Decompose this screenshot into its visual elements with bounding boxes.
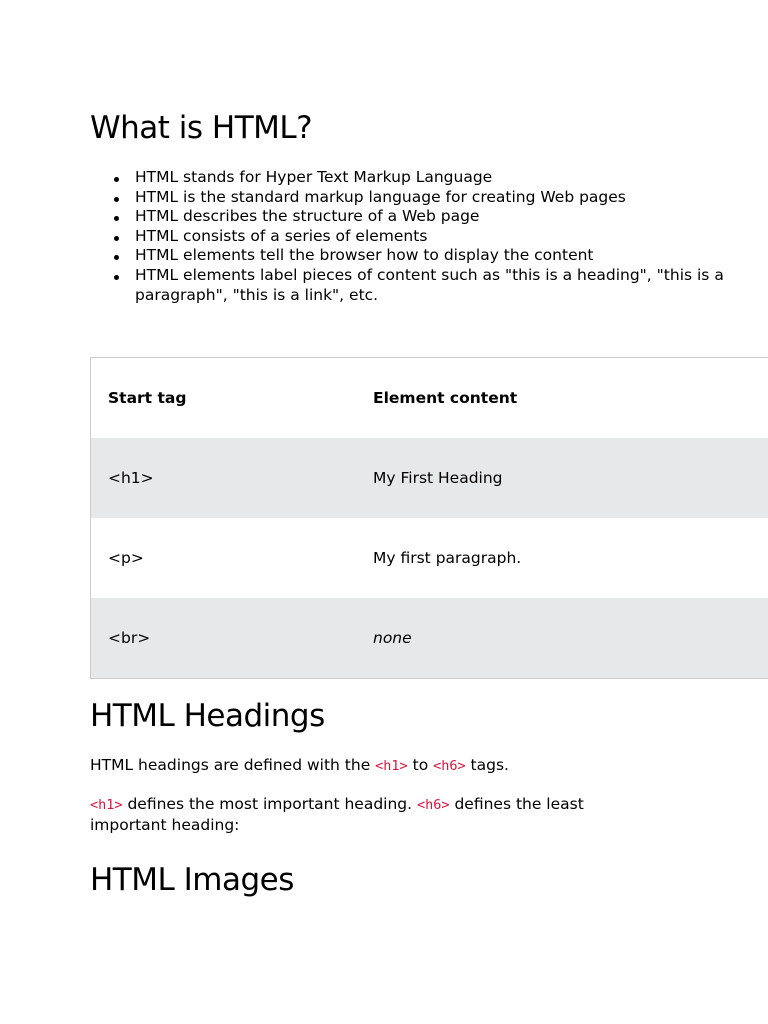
intro-list: [90, 168, 725, 305]
table-cell-content: My first paragraph.: [373, 549, 522, 567]
table-row: [91, 438, 768, 518]
list-item: HTML describes the structure of a Web page: [135, 207, 725, 227]
page-title: What is HTML?: [90, 110, 313, 146]
paragraph-text: defines the least important heading:: [90, 795, 584, 834]
table-cell-content: none: [373, 629, 412, 647]
inline-code: <h6>: [433, 758, 466, 774]
paragraph-text: tags.: [465, 756, 509, 774]
inline-code: <h1>: [90, 797, 123, 813]
table-row: [91, 518, 768, 598]
list-item: HTML is the standard markup language for creating Web pages: [135, 188, 725, 208]
tag-table: [90, 357, 768, 679]
list-item: HTML elements tell the browser how to display the content: [135, 246, 725, 266]
list-item: HTML elements label pieces of content such as "this is a heading", "this is a paragraph", "this is a link", etc.: [135, 265, 724, 304]
section-heading-headings: HTML Headings: [90, 698, 325, 734]
inline-code: <h6>: [417, 797, 450, 813]
headings-importance-paragraph: [90, 795, 650, 835]
table-header-row: [91, 358, 768, 439]
paragraph-text: to: [407, 756, 434, 774]
table-cell-tag: <p>: [108, 549, 144, 567]
column-header-start-tag: Start tag: [108, 389, 187, 407]
table-row: [91, 598, 768, 679]
column-header-element-content: Element content: [373, 389, 518, 407]
headings-paragraph: [90, 756, 650, 777]
paragraph-text: defines the most important heading.: [122, 795, 417, 813]
inline-code: <h1>: [375, 758, 408, 774]
section-heading-images: HTML Images: [90, 862, 294, 898]
paragraph-text: HTML headings are defined with the: [90, 756, 376, 774]
table-cell-tag: <br>: [108, 629, 151, 647]
list-item: HTML stands for Hyper Text Markup Language: [135, 168, 725, 188]
table-cell-content: My First Heading: [373, 469, 503, 487]
list-item: HTML consists of a series of elements: [135, 227, 725, 247]
table-cell-tag: <h1>: [108, 469, 154, 487]
